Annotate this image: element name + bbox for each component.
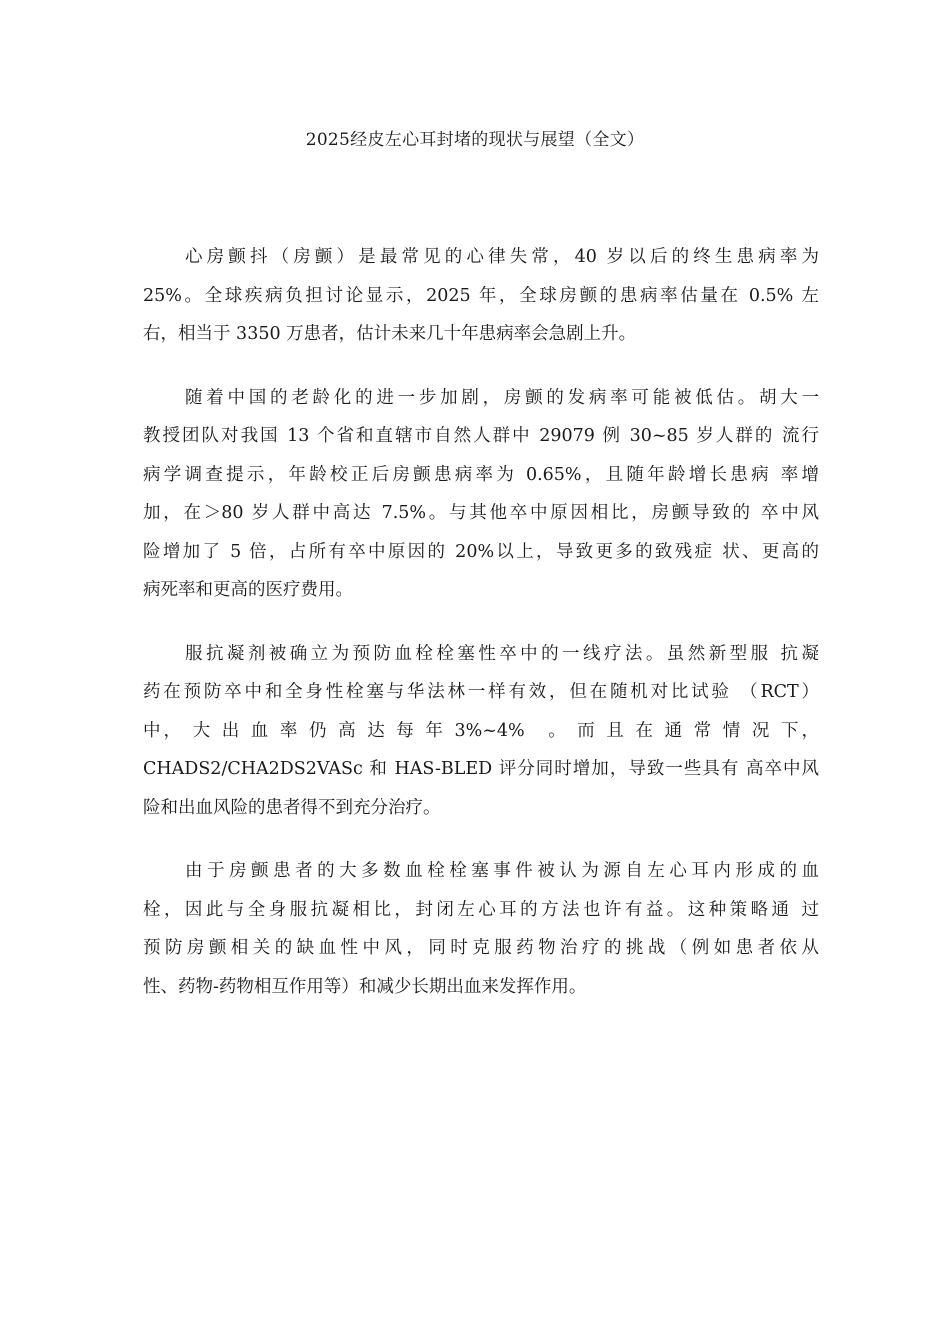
text-line: 栓，因此与全身服抗凝相比，封闭左心耳的方法也许有益。这种策略通 过	[143, 899, 819, 920]
text-line: 险和出血风险的患者得不到充分治疗。	[143, 797, 441, 818]
document-title: 2025经皮左心耳封堵的现状与展望（全文）	[305, 130, 645, 150]
text-line: 服抗凝剂被确立为预防血栓栓塞性卒中的一线疗法。虽然新型服 抗凝	[185, 643, 819, 664]
text-line: 随着中国的老龄化的进一步加剧，房颤的发病率可能被低估。胡大一	[185, 387, 819, 408]
text-line: CHADS2/CHA2DS2VASc 和 HAS-BLED 评分同时增加，导致一些具有 高卒中风	[143, 759, 819, 779]
text-line: 预防房颤相关的缺血性中风，同时克服药物治疗的挑战（例如患者依从	[143, 938, 819, 958]
text-line: 加，在＞80 岁人群中高达 7.5%。与其他卒中原因相比，房颤导致的 卒中风	[143, 503, 819, 523]
text-line: 教授团队对我国 13 个省和直辖市自然人群中 29079 例 30~85 岁人群的 流行	[143, 426, 819, 446]
text-line: 药在预防卒中和全身性栓塞与华法林一样有效，但在随机对比试验 （RCT）	[143, 682, 819, 702]
paragraph	[143, 852, 819, 1006]
text-line: 由于房颤患者的大多数血栓栓塞事件被认为源自左心耳内形成的血	[185, 861, 819, 881]
text-line: 心房颤抖（房颤）是最常见的心律失常，40 岁以后的终生患病率为	[185, 247, 819, 267]
text-line: 右，相当于 3350 万患者，估计未来几十年患病率会急剧上升。	[143, 324, 637, 344]
text-line: 病学调查提示，年龄校正后房颤患病率为 0.65%，且随年龄增长患病 率增	[143, 464, 819, 485]
text-line: 中， 大 出 血 率 仍 高 达 每 年 3%~4% 。 而 且 在 通 常 情 况 下，	[143, 720, 819, 741]
document-body	[143, 238, 819, 1031]
text-line: 险增加了 5 倍，占所有卒中原因的 20%以上，导致更多的致残症 状、更高的	[143, 541, 819, 562]
text-line: 病死率和更高的医疗费用。	[143, 580, 353, 600]
paragraph	[143, 379, 819, 610]
paragraph	[143, 238, 819, 354]
text-line: 性、药物-药物相互作用等）和减少长期出血来发挥作用。	[143, 976, 587, 997]
paragraph	[143, 635, 819, 828]
text-line: 25%。全球疾病负担讨论显示，2025 年，全球房颤的患病率估量在 0.5% 左	[143, 285, 819, 306]
